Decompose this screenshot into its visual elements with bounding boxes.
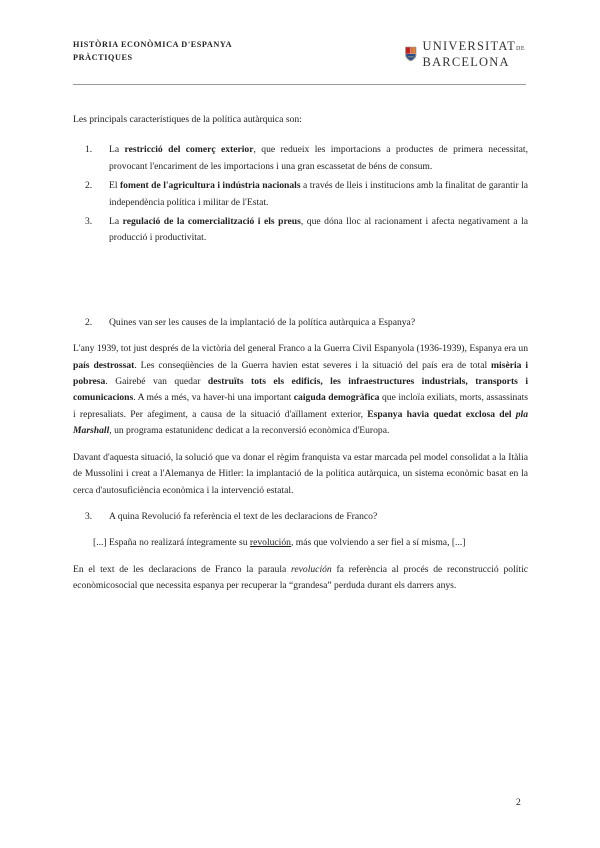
intro-paragraph: Les principals característiques de la política autàrquica son: bbox=[73, 114, 302, 125]
question-2 bbox=[73, 315, 528, 331]
list-item-text: a través de lleis i institucions amb la finalitat de garantir la independència política i militar de l'Estat. bbox=[109, 180, 528, 208]
list-item bbox=[73, 142, 528, 175]
logo-line1: UNIVERSITAT bbox=[422, 38, 516, 53]
list-item-number: 3. bbox=[85, 216, 93, 228]
list-item-text: , que dóna lloc al racionament i afecta negativament a la producció i productivitat. bbox=[109, 216, 528, 244]
header-divider bbox=[73, 84, 526, 85]
question-text: Quines van ser les causes de la implantació de la política autàrquica a Espanya? bbox=[109, 316, 416, 328]
causes-paragraph: L'any 1939, tot just després de la victòria del general Franco a la Guerra Civil Espanyola (1936-1939), Espanya era un país destrossat. Les conseqüències de la Guerra havien estat severes i la situació del país era de total misèria i pobresa. Gairebé van quedar destruïts tots els edificis, les infraestructures industrials, transports i comunicacions. A més a més, va haver-hi una important caiguda demogràfica que incloïa exiliats, morts, assassinats i represaliats. Per afegiment, a causa de la situació d'aïllament exterior, Espanya havia quedat exclosa del pla Marshall, un programa estatunidenc dedicat a la reconversió econòmica d'Europa. bbox=[73, 343, 529, 437]
list-item-bold: restricció del comerç exterior bbox=[124, 144, 254, 156]
list-item-text: La bbox=[109, 144, 125, 156]
list-item-number: 2. bbox=[85, 180, 93, 192]
list-item bbox=[73, 178, 528, 211]
list-item-bold: regulació de la comercialització i els preus bbox=[122, 216, 301, 228]
list-item-text: El bbox=[109, 180, 120, 192]
question-3 bbox=[73, 509, 528, 525]
list-item-number: 1. bbox=[85, 144, 93, 156]
question-text: A quina Revolució fa referència el text de les declaracions de Franco? bbox=[109, 510, 378, 522]
question-number: 2. bbox=[85, 316, 93, 328]
list-item-bold: foment de l'agricultura i indústria nacionals bbox=[119, 180, 301, 192]
list-item-text: , que redueix les importacions a productes de primera necessitat, provocant l'encariment de les importacions i una gran escassetat de béns de consum. bbox=[109, 144, 529, 172]
logo-line2: BARCELONA bbox=[422, 54, 510, 69]
revolution-paragraph: En el text de les declaracions de Franco la paraula revolución fa referència al procés de reconstrucció polític econòmicosocial que necessita espanya per recuperar la “grandesa” perduda durant els darrers anys. bbox=[73, 563, 528, 592]
header-title-line2: PRÀCTIQUES bbox=[73, 53, 133, 62]
document-body bbox=[73, 112, 528, 595]
response-paragraph: Davant d'aquesta situació, la solució que va donar el règim franquista va estar marcada pel model consolidat a la Itàlia de Mussolini i creat a l'Alemanya de Hitler: la implantació de la política autàrquica, un sistema econòmic basat en la cerca d'autosuficiència econòmica i la intervenció estatal. bbox=[73, 451, 528, 496]
franco-quote: [...] España no realizará íntegramente su revolución, más que volviendo a ser fiel a sí misma, [...] bbox=[93, 537, 466, 549]
question-number: 3. bbox=[85, 510, 93, 522]
list-item bbox=[73, 214, 528, 247]
page-number: 2 bbox=[516, 797, 521, 808]
header-title-line1: HISTÒRIA ECONÒMICA D'ESPANYA bbox=[73, 40, 233, 49]
ub-shield-icon bbox=[405, 41, 417, 67]
logo-line1-suffix: DE bbox=[516, 45, 525, 52]
characteristics-list bbox=[73, 142, 528, 246]
list-item-text: La bbox=[109, 216, 123, 228]
header-title bbox=[73, 38, 232, 64]
university-logo bbox=[405, 37, 525, 71]
